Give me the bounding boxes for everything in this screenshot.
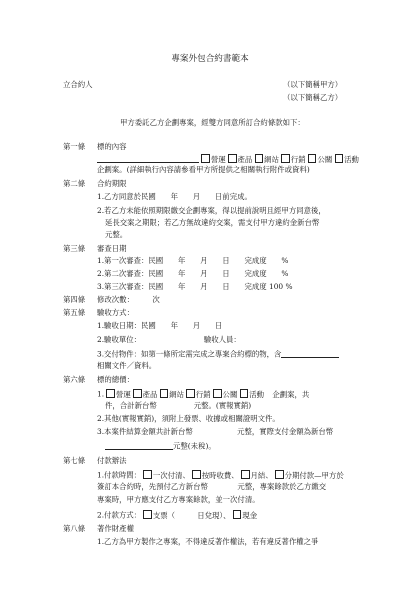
article-8-line-1: 1.乙方為甲方製作之專案，不得違反著作權法，若有違反著作權之爭 [97, 537, 319, 546]
checkbox-icon[interactable] [241, 470, 250, 479]
article-2-line-2: 2.若乙方未能依照期限繳交企劃專案，得以提前說明且經甲方同意後， [97, 206, 326, 215]
article-7-title: 付款辦法 [97, 456, 127, 465]
party-label: 立合約人 [63, 80, 93, 89]
article-2-title: 合約期限 [97, 179, 127, 188]
option-product[interactable]: 產品 [133, 390, 157, 399]
article-4-title: 修改次數： 次 [97, 295, 160, 304]
article-4-number: 第四條 [63, 295, 86, 304]
option-installments[interactable]: 分期付款—甲方於 [275, 471, 344, 480]
checkbox-icon[interactable] [308, 154, 317, 163]
document-title: 專案外包合約書範本 [171, 54, 249, 64]
option-website[interactable]: 網站 [160, 390, 184, 399]
article-7-line-3: 專案時，甲方應支付乙方專案餘款，並一次付清。 [97, 495, 260, 504]
article-7-line-4: 2.付款方式： 支票（ 日兌現）、 現金 [97, 510, 258, 520]
article-1-line-2: 企劃案。(詳細執行內容請參看甲方所提供之相關執行附件或資料) [97, 165, 310, 174]
option-lump-sum[interactable]: 一次付清 [143, 471, 182, 480]
article-1-title: 標的內容 [97, 142, 127, 151]
option-website[interactable]: 網站 [255, 155, 279, 164]
article-6-line-3: 2.其他(實報實銷)，須附上發票、收據或相關證明文件。 [97, 414, 280, 423]
article-6-line-1: 1. 營運 產品 網站 行銷 公關 活動 企劃案，共 [97, 389, 310, 399]
option-hourly[interactable]: 按時收費 [192, 471, 231, 480]
party-b-label: （以下簡稱乙方） [283, 93, 343, 102]
article-2-line-3: 延長交案之期限；若乙方無故違約交案，需支付甲方違約金新台幣 [105, 218, 320, 227]
article-5-title: 驗收方式： [97, 308, 134, 317]
blank-line [281, 349, 339, 358]
article-5-line-4: 相關文件／資料。 [97, 361, 157, 370]
blank-line [97, 154, 199, 163]
blank-line [105, 441, 173, 450]
option-pr[interactable]: 公關 [213, 390, 237, 399]
article-3-title: 審查日期 [97, 244, 127, 253]
article-7-line-1: 1.付款時間： 一次付清、 按時收費、 月結、 分期付款—甲方於 [97, 470, 344, 480]
article-6-line-2: 件，合計新台幣 元整。(實報實銷) [105, 401, 252, 410]
checkbox-icon[interactable] [106, 389, 115, 398]
option-product[interactable]: 產品 [228, 155, 252, 164]
checkbox-icon[interactable] [240, 389, 249, 398]
option-marketing[interactable]: 行銷 [281, 155, 305, 164]
party-a-label: （以下簡稱甲方） [283, 80, 343, 89]
option-check[interactable]: 支票（ 日兌現）、 [143, 511, 230, 520]
option-event[interactable]: 活動 [335, 155, 359, 164]
review-row-1: 1.第一次審查：民國 年 月 日 完成度 % [97, 256, 289, 265]
article-5-line-3: 3.交付物件：如第一條所定需完成之專案合約標的物，含 [97, 349, 339, 358]
article-6-title: 標的總價： [97, 375, 134, 384]
checkbox-icon[interactable] [201, 154, 210, 163]
preamble: 甲方委託乙方企劃專案，經雙方同意所訂合約條款如下： [120, 118, 305, 127]
article-1-number: 第一條 [63, 142, 86, 151]
checkbox-icon[interactable] [228, 154, 237, 163]
option-event[interactable]: 活動 [240, 390, 264, 399]
option-monthly[interactable]: 月結 [241, 471, 265, 480]
checkbox-icon[interactable] [143, 510, 152, 519]
checkbox-icon[interactable] [233, 510, 242, 519]
checkbox-icon[interactable] [213, 389, 222, 398]
review-row-2: 2.第二次審查：民國 年 月 日 完成度 % [97, 269, 289, 278]
option-pr[interactable]: 公關 [308, 155, 332, 164]
option-marketing[interactable]: 行銷 [186, 390, 210, 399]
checkbox-icon[interactable] [143, 470, 152, 479]
article-2-line-4: 元整。 [105, 230, 128, 239]
article-8-title: 著作財產權 [97, 524, 134, 533]
checkbox-icon[interactable] [160, 389, 169, 398]
article-8-number: 第八條 [63, 524, 86, 533]
article-3-number: 第三條 [63, 244, 86, 253]
option-cash[interactable]: 現金 [233, 511, 257, 520]
article-6-line-5: 元整(未稅)。 [105, 441, 216, 450]
article-7-line-2: 簽訂本合約時，先預付乙方新台幣 元整，專案餘款於乙方繳交 [97, 482, 327, 491]
article-5-line-2: 2.驗收單位： 驗收人員： [97, 335, 241, 344]
article-2-line-1: 1.乙方同意於民國 年 月 日前完成。 [97, 192, 252, 201]
review-row-3: 3.第三次審查：民國 年 月 日 完成度 100 % [97, 282, 293, 291]
checkbox-icon[interactable] [133, 389, 142, 398]
checkbox-icon[interactable] [255, 154, 264, 163]
article-2-number: 第二條 [63, 179, 86, 188]
article-6-line-4: 3.本案件結算金額共計新台幣 元整，實際支付金額為新台幣 [97, 427, 334, 436]
checkbox-icon[interactable] [192, 470, 201, 479]
checkbox-icon[interactable] [335, 154, 344, 163]
option-operations[interactable]: 營運 [106, 390, 130, 399]
article-6-number: 第六條 [63, 375, 86, 384]
article-5-number: 第五條 [63, 308, 86, 317]
checkbox-icon[interactable] [281, 154, 290, 163]
article-7-number: 第七條 [63, 456, 86, 465]
article-1-options-line [97, 154, 359, 163]
checkbox-icon[interactable] [186, 389, 195, 398]
article-5-line-1: 1.驗收日期：民國 年 月 日 [97, 321, 223, 330]
option-operations[interactable]: 營運 [201, 155, 225, 164]
checkbox-icon[interactable] [275, 470, 284, 479]
